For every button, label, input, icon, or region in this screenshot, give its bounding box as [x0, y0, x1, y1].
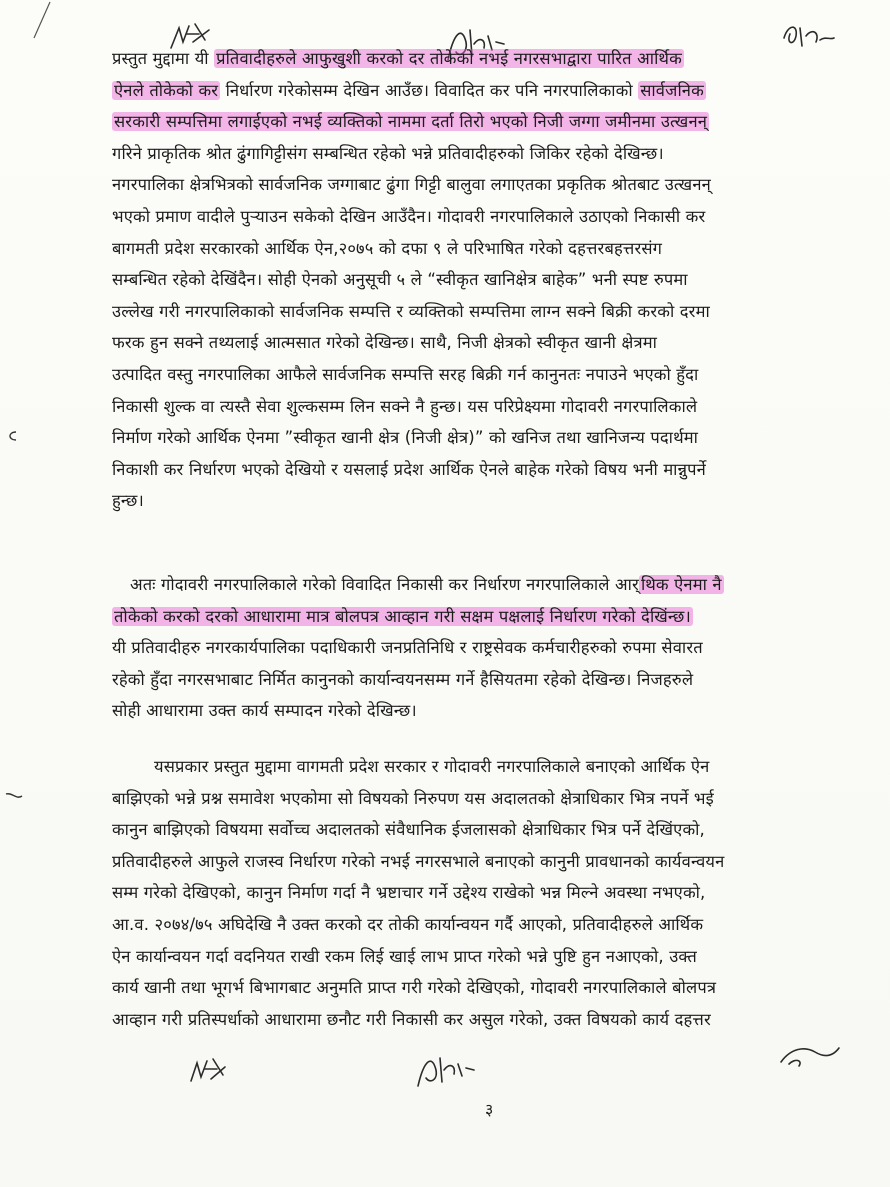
text-span: बाझिएको भन्ने प्रश्न समावेश भएकोमा सो विषयको निरुपण यस अदालतको क्षेत्राधिकार भित्र नपर्ने भई	[112, 788, 714, 808]
text-line	[112, 633, 882, 663]
text-line	[112, 170, 882, 200]
corner-scribble	[30, 0, 54, 40]
text-span: कानुन बाझिएको विषयमा सर्वोच्च अदालतको संवैधानिक ईजलासको क्षेत्राधिकार भित्र पर्ने देखिंएको,	[112, 820, 705, 840]
text-span: फरक हुन सक्ने तथ्यलाई आत्मसात गरेको देखिन्छ। साथै, निजी क्षेत्रको स्वीकृत खानी क्षेत्रमा	[112, 333, 658, 353]
text-line	[112, 328, 882, 358]
text-line	[112, 297, 882, 327]
margin-mark-left-1	[4, 428, 20, 444]
text-span: उत्पादित वस्तु नगरपालिका आफैले सार्वजनिक सम्पत्ति सरह बिक्री गर्न कानुनतः नपाउने भएको हुँदा	[112, 365, 699, 384]
text-span: निर्धारण गरेकोसम्म देखिन आउँछ। विवादित कर पनि नगरपालिकाको	[220, 80, 639, 100]
text-line	[112, 878, 882, 908]
text-line	[112, 455, 882, 485]
text-line	[112, 910, 882, 940]
text-line	[112, 76, 882, 106]
text-span: निकाशी कर निर्धारण भएको देखियो र यसलाई प्रदेश आर्थिक ऐनले बाहेक गरेको विषय भनी मान्नुपर्ने	[112, 459, 706, 479]
text-span: सम्म गरेको देखिएको, कानुन निर्माण गर्दा नै भ्रष्टाचार गर्ने उद्देश्य राखेको भन्न मिल्ने अवस्था नभएको,	[112, 883, 706, 903]
signature-bottom-right	[775, 1038, 845, 1072]
text-span: प्रस्तुत मुद्दामा यी	[112, 49, 215, 68]
text-line	[112, 139, 882, 169]
text-span: नगरपालिका क्षेत्रभित्रको सार्वजनिक जग्गाबाट ढुंगा गिट्टी बालुवा लगाएतका प्रकृतिक श्रोतबाट उत्खनन्	[112, 175, 711, 195]
highlighted-text: थिक ऐनमा नै	[640, 575, 722, 594]
text-line	[112, 752, 890, 782]
text-line	[112, 570, 890, 600]
text-span: आ.व. २०७४/७५ अघिदेखि नै उक्त करको दर तोकी कार्यान्वयन गर्दै आएको, प्रतिवादीहरुले आर्थिक	[112, 915, 704, 934]
text-span: गरिने प्राकृतिक श्रोत ढुंगागिट्टीसंग सम्बन्धित रहेको भन्ने प्रतिवादीहरुको जिकिर रहेको देखिन्छ।	[112, 143, 664, 163]
text-span: ऐन कार्यान्वयन गर्दा वदनियत राखी रकम लिई खाई लाभ प्राप्त गरेको भन्ने पुष्टि हुन नआएको, उक्त	[112, 946, 697, 966]
text-span: यसप्रकार प्रस्तुत मुद्दामा वागमती प्रदेश सरकार र गोदावरी नगरपालिकाले बनाएको आर्थिक ऐन	[154, 757, 710, 776]
text-line	[112, 486, 882, 516]
text-line	[112, 847, 882, 877]
page-number: ३	[485, 1100, 494, 1119]
text-span: हुन्छ।	[112, 491, 144, 511]
text-span: भएको प्रमाण वादीले पुऱ्याउन सकेको देखिन आउँदैन। गोदावरी नगरपालिकाले उठाएको निकासी कर	[112, 207, 706, 226]
highlighted-text: सरकारी सम्पत्तिमा लगाईएको नभई व्यक्तिको नाममा दर्ता तिरो भएको निजी जग्गा जमीनमा उत्खनन्	[114, 112, 708, 132]
text-line	[112, 265, 882, 295]
text-line	[112, 973, 882, 1003]
text-line	[112, 1005, 882, 1035]
text-line	[112, 107, 882, 137]
text-span: रहेको हुँदा नगरसभाबाट निर्मित कानुनको कार्यान्वयनसम्म गर्ने हैसियतमा रहेको देखिन्छ। निजहरुले	[112, 669, 694, 689]
text-span: प्रतिवादीहरुले आफुले राजस्व निर्धारण गरेको नभई नगरसभाले बनाएको कानुनी प्रावधानको कार्यवन्वयन	[112, 851, 725, 871]
highlighted-text: तोकेको करको दरको आधारामा मात्र बोलपत्र आव्हान गरी सक्षम पक्षलाई निर्धारण गरेको देखिंन्छ।	[114, 606, 691, 626]
signature-bottom-left	[185, 1055, 231, 1089]
text-span: यी प्रतिवादीहरु नगरकार्यपालिका पदाधिकारी जनप्रतिनिधि र राष्ट्रसेवक कर्मचारीहरुको रुपमा सेवारत	[112, 638, 703, 658]
text-span: निकासी शुल्क वा त्यस्तै सेवा शुल्कसम्म लिन सक्ने नै हुन्छ। यस परिप्रेक्ष्यमा गोदावरी नगरपालिकाले	[112, 396, 698, 416]
text-line	[112, 602, 882, 632]
text-span: सोही आधारामा उक्त कार्य सम्पादन गरेको देखिन्छ।	[112, 701, 417, 721]
highlighted-text: ऐनले तोकेको कर	[114, 80, 219, 100]
text-line	[112, 696, 882, 726]
text-line	[112, 44, 882, 74]
text-line	[112, 202, 882, 232]
text-line	[112, 392, 882, 422]
text-span: अतः गोदावरी नगरपालिकाले गरेको विवादित निकासी कर निर्धारण नगरपालिकाले आर्	[130, 575, 639, 594]
text-span: निर्माण गरेको आर्थिक ऐनमा ”स्वीकृत खानी क्षेत्र (निजी क्षेत्र)” को खनिज तथा खानिजन्य पदार्थमा	[112, 428, 699, 448]
text-span: कार्य खानी तथा भूगर्भ बिभागबाट अनुमति प्राप्त गरी गरेको देखिएको, गोदावरी नगरपालिकाले बोलपत्र	[112, 978, 717, 998]
text-span: आव्हान गरी प्रतिस्पर्धाको आधारामा छनौट गरी निकासी कर असुल गरेको, उक्त विषयको कार्य दहत्तर	[112, 1009, 711, 1029]
text-line	[112, 784, 882, 814]
signature-bottom-center	[410, 1050, 480, 1094]
text-line	[112, 360, 882, 390]
text-line	[112, 234, 882, 264]
margin-mark-left-2	[4, 790, 24, 804]
text-line	[112, 423, 882, 453]
text-span: उल्लेख गरी नगरपालिकाको सार्वजनिक सम्पत्ति र व्यक्तिको सम्पत्तिमा लाग्न सक्ने बिक्री करको दरमा	[112, 301, 710, 321]
text-span: बागमती प्रदेश सरकारको आर्थिक ऐन,२०७५ को दफा ९ ले परिभाषित गरेको दहत्तरबहत्तरसंग	[112, 238, 663, 258]
highlighted-text: प्रतिवादीहरुले आफुखुशी करको दर तोकेको नभई नगरसभाद्वारा पारित आर्थिक	[216, 49, 682, 68]
highlighted-text: सार्वजनिक	[640, 80, 704, 100]
text-line	[112, 942, 882, 972]
text-line	[112, 815, 882, 845]
text-line	[112, 665, 882, 695]
text-span: सम्बन्धित रहेको देखिंदैन। सोही ऐनको अनुसूची ५ ले “स्वीकृत खानिक्षेत्र बाहेक” भनी स्पष्ट रुपमा	[112, 270, 688, 290]
